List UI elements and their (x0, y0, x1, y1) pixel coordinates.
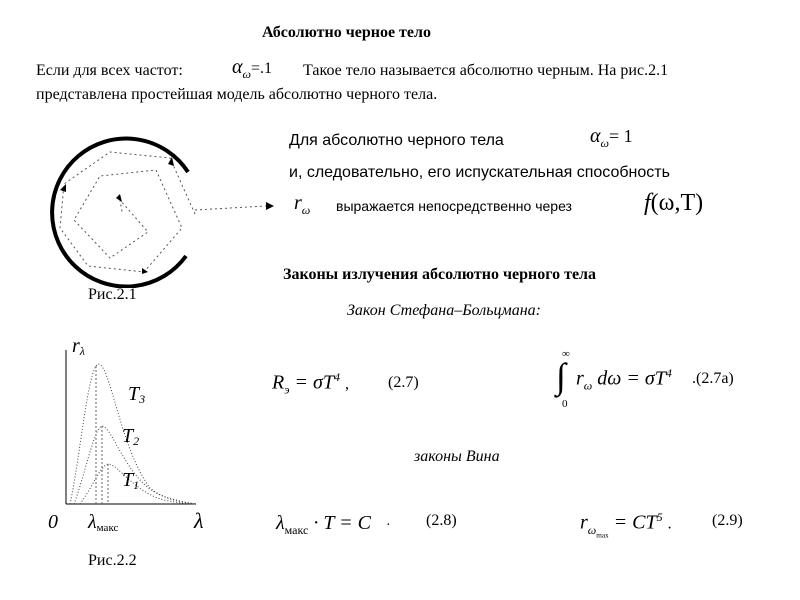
fig1-caption: Рис.2.1 (88, 286, 137, 303)
ray-path (60, 152, 195, 272)
wien-heading: законы Вина (414, 448, 500, 465)
curve-label-t2: T2 (122, 425, 140, 448)
fig2-spectrum-plot (40, 328, 240, 538)
integral-upper-limit: ∞ (562, 348, 570, 360)
intro-line2: представлена простейшая модель абсолютно черного тела. (36, 86, 438, 103)
y-axis-label: rλ (72, 335, 85, 358)
x-axis-label: λ (194, 508, 204, 533)
equation-2-8: $\lambda_{макс} \cdot T = C$ · (276, 512, 391, 537)
equation-2-7: $R_э = \sigma T^4$ , (272, 370, 349, 397)
explanation-line3: выражается непосредственно через (336, 198, 572, 214)
equation-2-7a-number: .(2.7a) (692, 370, 734, 387)
page-title: Абсолютно черное тело (262, 24, 431, 41)
equation-2-7-number: (2.7) (388, 374, 419, 391)
integral-sign: ∫ (556, 356, 566, 396)
origin-label: 0 (48, 511, 58, 533)
equation-2-9-number: (2.9) (712, 512, 743, 529)
lambda-max-label: λмакс (88, 511, 119, 534)
curve-label-t1: T1 (122, 469, 140, 492)
equation-2-8-number: (2.8) (426, 512, 457, 529)
laws-heading: Законы излучения абсолютно черного тела (283, 266, 597, 283)
equation-2-9: $r_{\omega_{max}} = CT^5$ . (580, 510, 672, 540)
intro-formula: $\alpha_\omega=.1$ (232, 56, 273, 81)
cavity-wall (52, 139, 188, 287)
intro-sentence-rest: Такое тело называется абсолютно черным. На рис.2.1 (303, 62, 669, 79)
integral-lower-limit: 0 (562, 398, 568, 410)
stefan-boltzmann-heading: Закон Стефана–Больцмана: (347, 302, 541, 319)
explanation-function: f(ω,T) (644, 190, 704, 216)
equation-2-7a: $r_\omega$ $d\omega = \sigma T^4$ (576, 366, 672, 393)
explanation-r-omega: $r_\omega$ (294, 192, 311, 217)
intro-prefix: Если для всех частот: (36, 62, 183, 79)
fig1-cavity-diagram (30, 128, 280, 288)
explanation-line1: Для абсолютно черного тела (289, 132, 504, 149)
exit-arrow (195, 206, 266, 210)
explanation-alpha-formula: $\alpha_\omega= 1$ (590, 125, 633, 150)
fig2-caption: Рис.2.2 (88, 552, 137, 569)
explanation-line2: и, следовательно, его испускательная способность (289, 164, 670, 181)
curve-label-t3: T3 (128, 383, 146, 406)
